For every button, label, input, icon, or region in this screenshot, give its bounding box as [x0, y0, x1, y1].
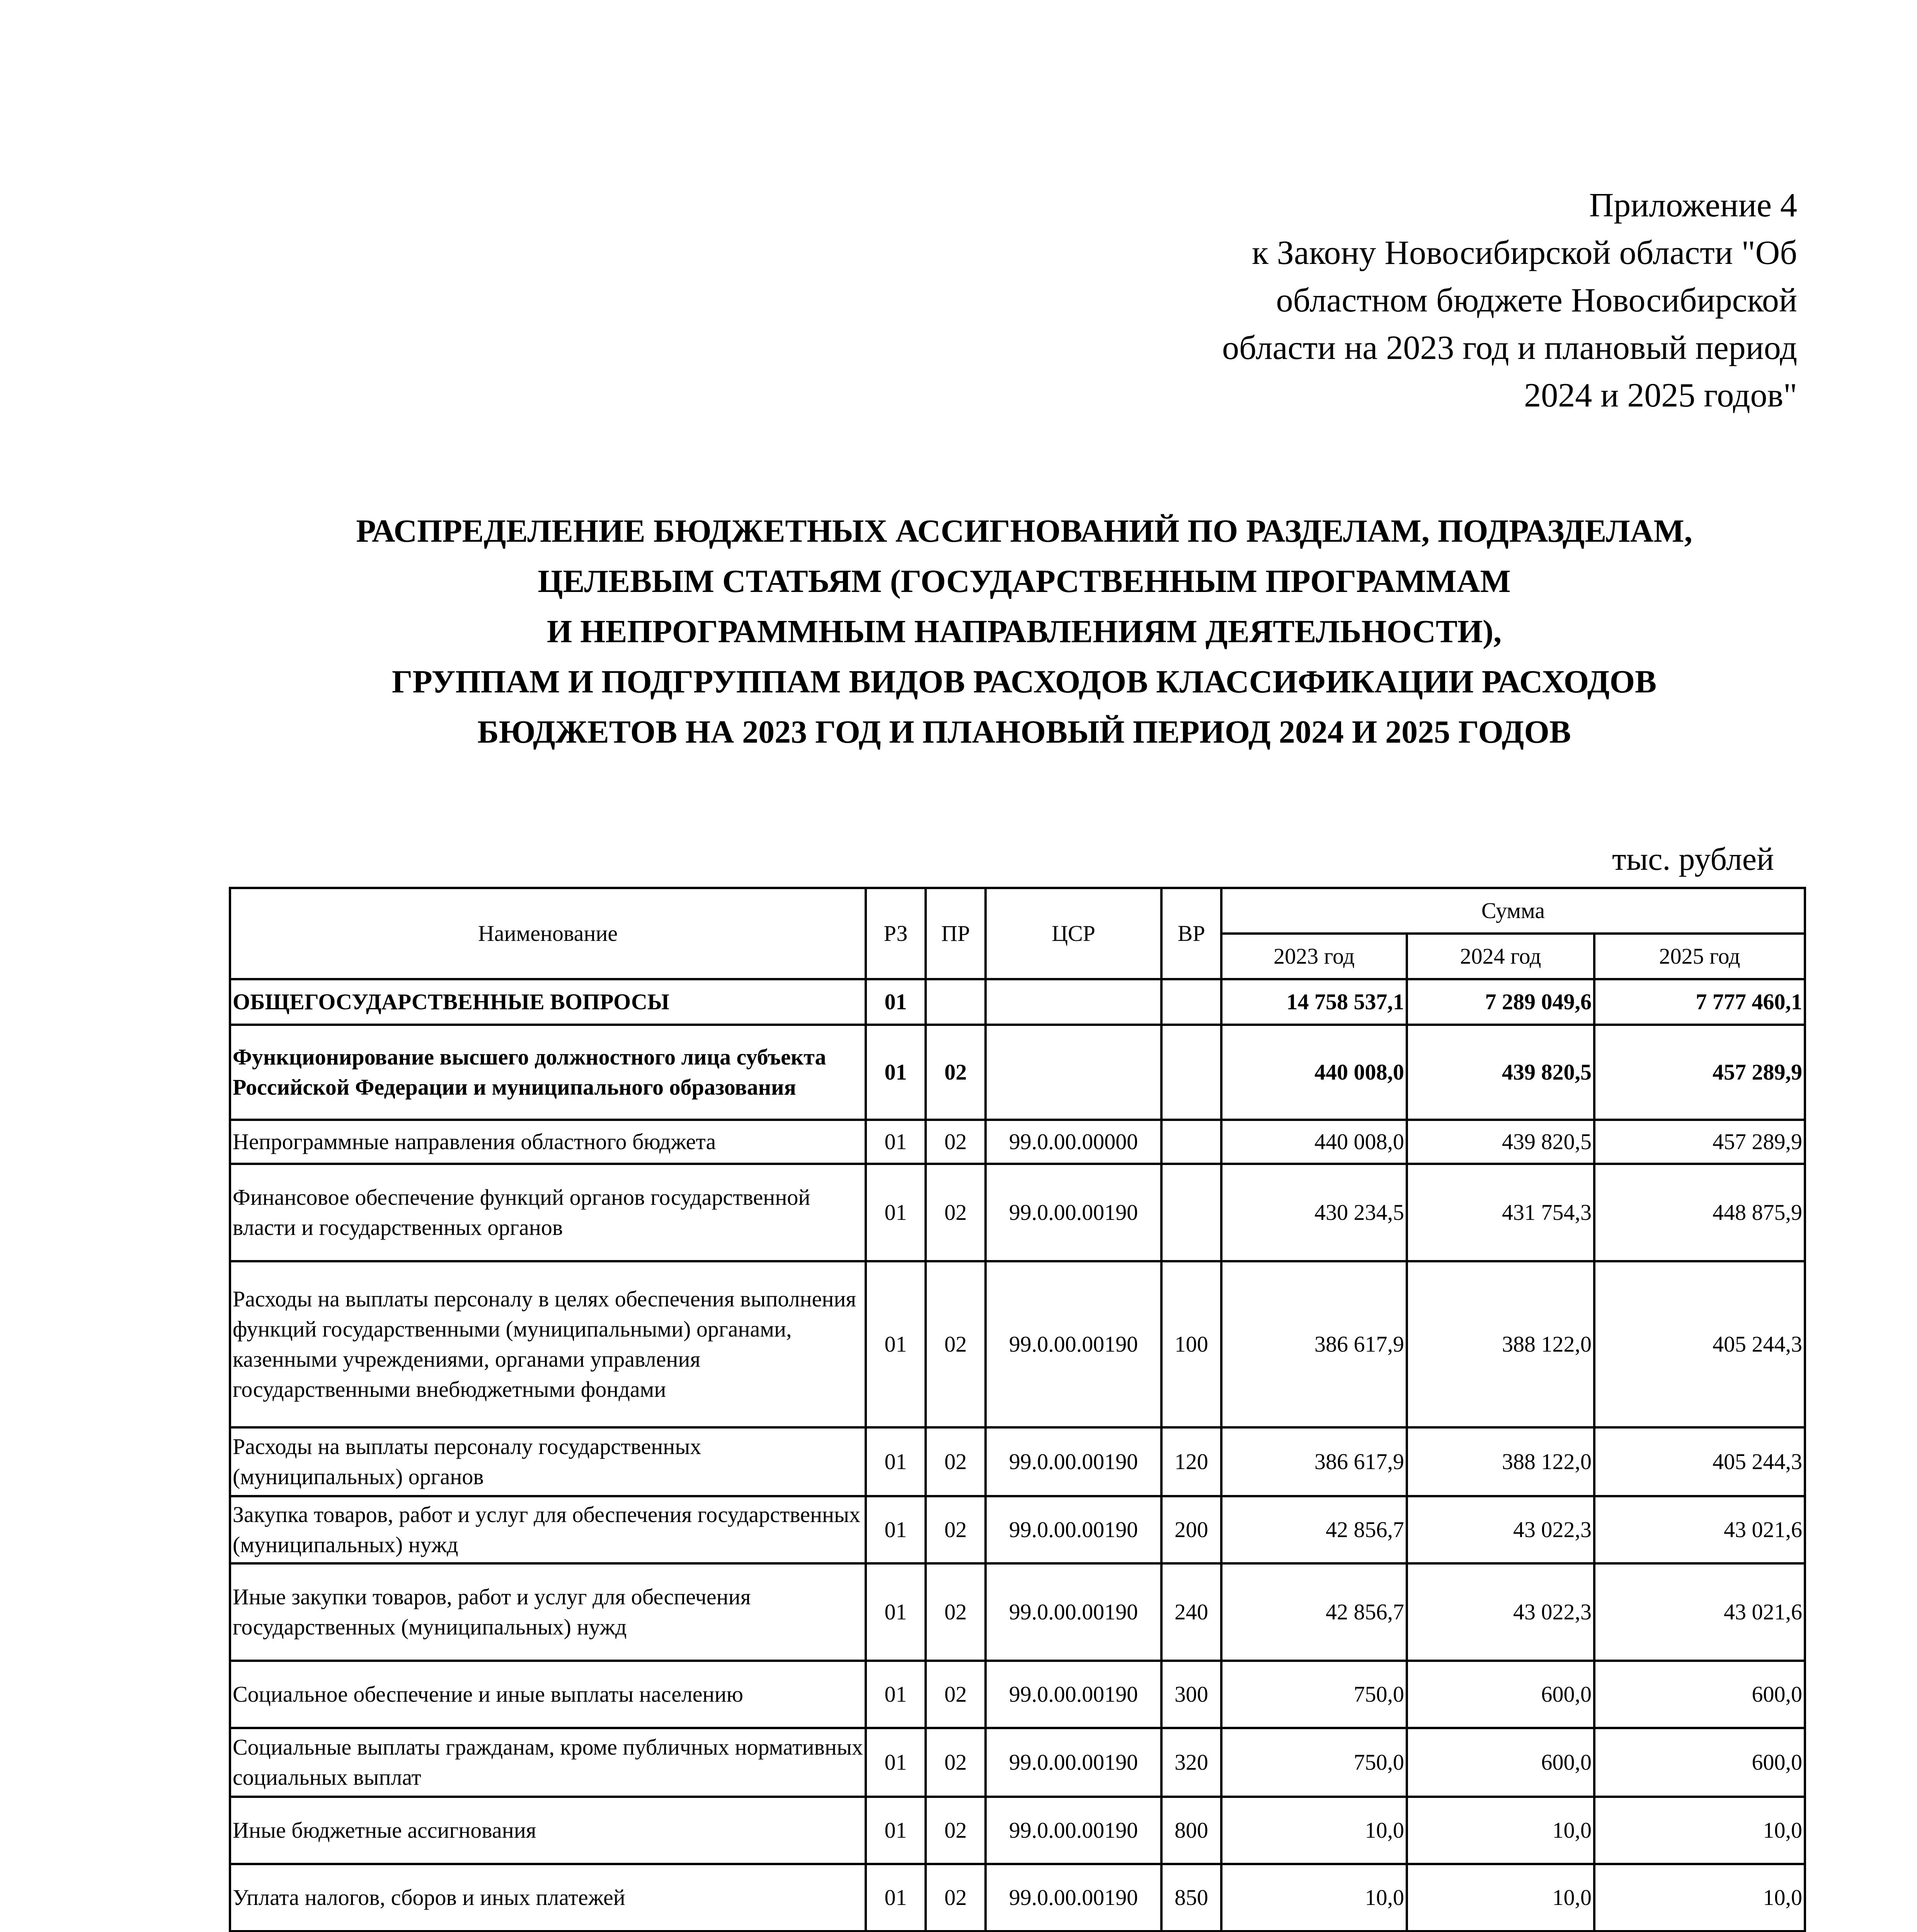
cell-2023: 10,0	[1221, 1864, 1407, 1931]
title-line: И НЕПРОГРАММНЫМ НАПРАВЛЕНИЯМ ДЕЯТЕЛЬНОСТИ),	[546, 614, 1502, 650]
header-year-2023: 2023 год	[1221, 934, 1407, 979]
table-row	[230, 1797, 1805, 1864]
header-csr: ЦСР	[986, 888, 1161, 979]
title-line: БЮДЖЕТОВ НА 2023 ГОД И ПЛАНОВЫЙ ПЕРИОД 2024 И 2025 ГОДОВ	[477, 714, 1571, 750]
cell-2025: 457 289,9	[1594, 1120, 1805, 1164]
cell-rz: 01	[866, 1563, 926, 1661]
cell-csr: 99.0.00.00190	[986, 1496, 1161, 1563]
cell-rz: 01	[866, 1120, 926, 1164]
units-label: тыс. рублей	[1612, 841, 1774, 877]
cell-pr	[926, 979, 986, 1025]
cell-2023: 42 856,7	[1221, 1496, 1407, 1563]
cell-name: Социальное обеспечение и иные выплаты населению	[230, 1661, 866, 1728]
cell-rz: 01	[866, 1496, 926, 1563]
table-row	[230, 1120, 1805, 1164]
cell-vr	[1161, 1120, 1221, 1164]
cell-2025: 10,0	[1594, 1797, 1805, 1864]
cell-2023: 14 758 537,1	[1221, 979, 1407, 1025]
cell-pr: 02	[926, 1864, 986, 1931]
cell-csr: 99.0.00.00190	[986, 1261, 1161, 1427]
cell-pr: 02	[926, 1563, 986, 1661]
cell-pr: 02	[926, 1728, 986, 1797]
cell-name: Расходы на выплаты персоналу государственных (муниципальных) органов	[230, 1427, 866, 1496]
cell-csr: 99.0.00.00190	[986, 1164, 1161, 1261]
cell-name: ОБЩЕГОСУДАРСТВЕННЫЕ ВОПРОСЫ	[230, 979, 866, 1025]
cell-pr: 02	[926, 1661, 986, 1728]
cell-pr: 02	[926, 1427, 986, 1496]
cell-csr: 99.0.00.00190	[986, 1427, 1161, 1496]
cell-pr: 02	[926, 1261, 986, 1427]
cell-rz: 01	[866, 1261, 926, 1427]
budget-table	[229, 887, 1806, 1932]
cell-name: Иные бюджетные ассигнования	[230, 1797, 866, 1864]
cell-vr	[1161, 1164, 1221, 1261]
cell-2024: 388 122,0	[1407, 1261, 1594, 1427]
cell-2023: 386 617,9	[1221, 1261, 1407, 1427]
appendix-line: 2024 и 2025 годов"	[1524, 377, 1797, 414]
cell-vr	[1161, 979, 1221, 1025]
table-row	[230, 1261, 1805, 1427]
cell-2024: 10,0	[1407, 1797, 1594, 1864]
cell-2024: 43 022,3	[1407, 1496, 1594, 1563]
title-line: ЦЕЛЕВЫМ СТАТЬЯМ (ГОСУДАРСТВЕННЫМ ПРОГРАММАМ	[538, 563, 1511, 599]
cell-rz: 01	[866, 1797, 926, 1864]
appendix-line: области на 2023 год и плановый период	[1222, 329, 1797, 367]
cell-2024: 388 122,0	[1407, 1427, 1594, 1496]
cell-rz: 01	[866, 1164, 926, 1261]
cell-csr	[986, 1025, 1161, 1120]
cell-rz: 01	[866, 1661, 926, 1728]
cell-csr: 99.0.00.00190	[986, 1661, 1161, 1728]
cell-name: Иные закупки товаров, работ и услуг для обеспечения государственных (муниципальных) нужд	[230, 1563, 866, 1661]
cell-name: Непрограммные направления областного бюджета	[230, 1120, 866, 1164]
cell-2025: 10,0	[1594, 1864, 1805, 1931]
table-row	[230, 1496, 1805, 1563]
appendix-line: Приложение 4	[1589, 187, 1797, 224]
cell-2023: 750,0	[1221, 1728, 1407, 1797]
cell-vr: 800	[1161, 1797, 1221, 1864]
table-row	[230, 1661, 1805, 1728]
cell-2024: 439 820,5	[1407, 1120, 1594, 1164]
cell-2025: 600,0	[1594, 1728, 1805, 1797]
cell-2025: 448 875,9	[1594, 1164, 1805, 1261]
cell-2025: 405 244,3	[1594, 1427, 1805, 1496]
appendix-reference	[1102, 182, 1797, 419]
cell-2024: 439 820,5	[1407, 1025, 1594, 1120]
cell-vr: 240	[1161, 1563, 1221, 1661]
appendix-line: к Закону Новосибирской области "Об	[1252, 234, 1797, 272]
cell-csr: 99.0.00.00000	[986, 1120, 1161, 1164]
header-year-2025: 2025 год	[1594, 934, 1805, 979]
cell-2023: 440 008,0	[1221, 1025, 1407, 1120]
table-row	[230, 1728, 1805, 1797]
table-row	[230, 1864, 1805, 1931]
header-sum: Сумма	[1221, 888, 1805, 934]
cell-vr: 320	[1161, 1728, 1221, 1797]
header-pr: ПР	[926, 888, 986, 979]
cell-pr: 02	[926, 1496, 986, 1563]
cell-csr: 99.0.00.00190	[986, 1797, 1161, 1864]
cell-csr: 99.0.00.00190	[986, 1864, 1161, 1931]
cell-vr: 200	[1161, 1496, 1221, 1563]
cell-2025: 405 244,3	[1594, 1261, 1805, 1427]
table-row	[230, 1563, 1805, 1661]
table-row	[230, 1025, 1805, 1120]
cell-2025: 600,0	[1594, 1661, 1805, 1728]
title-line: РАСПРЕДЕЛЕНИЕ БЮДЖЕТНЫХ АССИГНОВАНИЙ ПО РАЗДЕЛАМ, ПОДРАЗДЕЛАМ,	[356, 513, 1692, 549]
header-rz: РЗ	[866, 888, 926, 979]
header-year-2024: 2024 год	[1407, 934, 1594, 979]
cell-2023: 750,0	[1221, 1661, 1407, 1728]
cell-2024: 600,0	[1407, 1728, 1594, 1797]
cell-vr: 120	[1161, 1427, 1221, 1496]
appendix-line: областном бюджете Новосибирской	[1276, 282, 1797, 319]
table-row	[230, 1427, 1805, 1496]
table-row	[230, 1164, 1805, 1261]
cell-2023: 10,0	[1221, 1797, 1407, 1864]
cell-rz: 01	[866, 1864, 926, 1931]
cell-vr: 100	[1161, 1261, 1221, 1427]
cell-2024: 431 754,3	[1407, 1164, 1594, 1261]
header-vr: ВР	[1161, 888, 1221, 979]
cell-name: Закупка товаров, работ и услуг для обеспечения государственных (муниципальных) нужд	[230, 1496, 866, 1563]
cell-2024: 600,0	[1407, 1661, 1594, 1728]
cell-2024: 10,0	[1407, 1864, 1594, 1931]
cell-name: Финансовое обеспечение функций органов государственной власти и государственных органов	[230, 1164, 866, 1261]
cell-pr: 02	[926, 1120, 986, 1164]
cell-2024: 43 022,3	[1407, 1563, 1594, 1661]
cell-pr: 02	[926, 1025, 986, 1120]
cell-pr: 02	[926, 1164, 986, 1261]
cell-csr: 99.0.00.00190	[986, 1728, 1161, 1797]
cell-2025: 457 289,9	[1594, 1025, 1805, 1120]
cell-vr	[1161, 1025, 1221, 1120]
cell-pr: 02	[926, 1797, 986, 1864]
title-line: ГРУППАМ И ПОДГРУППАМ ВИДОВ РАСХОДОВ КЛАССИФИКАЦИИ РАСХОДОВ	[392, 664, 1657, 700]
cell-vr: 850	[1161, 1864, 1221, 1931]
cell-2025: 43 021,6	[1594, 1563, 1805, 1661]
cell-rz: 01	[866, 1427, 926, 1496]
cell-vr: 300	[1161, 1661, 1221, 1728]
cell-name: Социальные выплаты гражданам, кроме публичных нормативных социальных выплат	[230, 1728, 866, 1797]
cell-2023: 430 234,5	[1221, 1164, 1407, 1261]
cell-rz: 01	[866, 979, 926, 1025]
cell-name: Уплата налогов, сборов и иных платежей	[230, 1864, 866, 1931]
cell-csr: 99.0.00.00190	[986, 1563, 1161, 1661]
cell-rz: 01	[866, 1025, 926, 1120]
cell-2025: 7 777 460,1	[1594, 979, 1805, 1025]
cell-2023: 42 856,7	[1221, 1563, 1407, 1661]
cell-rz: 01	[866, 1728, 926, 1797]
cell-csr	[986, 979, 1161, 1025]
table-row	[230, 979, 1805, 1025]
cell-2024: 7 289 049,6	[1407, 979, 1594, 1025]
cell-2023: 440 008,0	[1221, 1120, 1407, 1164]
document-title	[155, 506, 1894, 757]
cell-2025: 43 021,6	[1594, 1496, 1805, 1563]
header-name: Наименование	[230, 888, 866, 979]
cell-name: Функционирование высшего должностного лица субъекта Российской Федерации и муниципального образования	[230, 1025, 866, 1120]
cell-2023: 386 617,9	[1221, 1427, 1407, 1496]
cell-name: Расходы на выплаты персоналу в целях обеспечения выполнения функций государственными (муниципальными) органами, казенными учреждениями, органами управления государственными внебюджетными фондами	[230, 1261, 866, 1427]
